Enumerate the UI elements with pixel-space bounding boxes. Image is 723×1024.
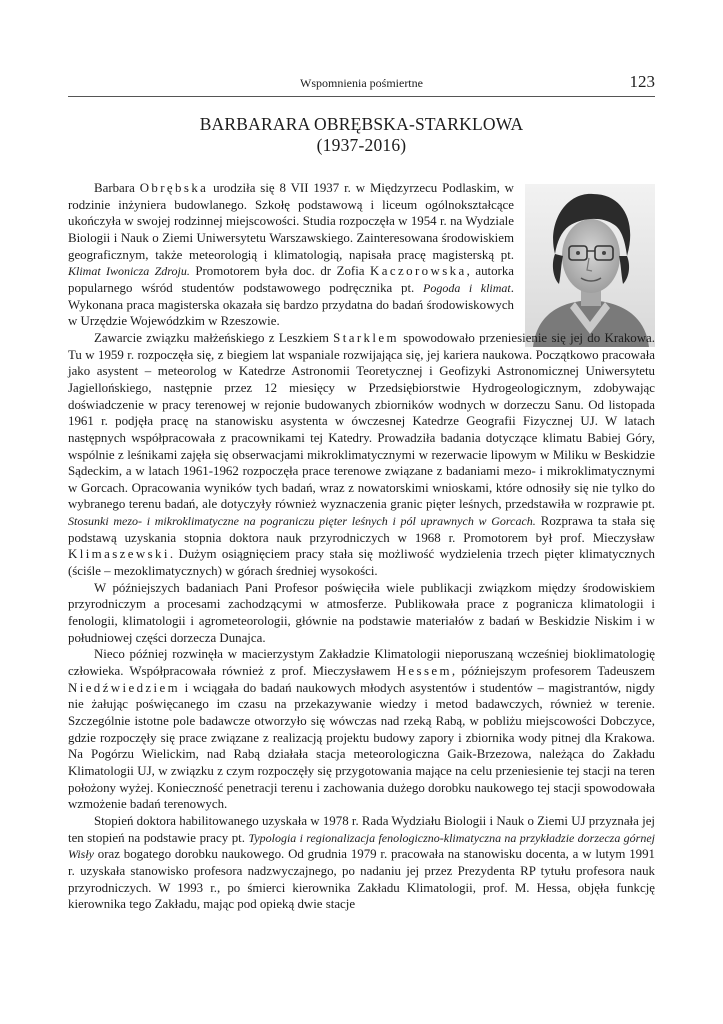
title-years: (1937-2016) [316,135,407,155]
page-header [68,74,655,97]
paragraph-3: W późniejszych badaniach Pani Profesor poświęciła wiele publikacji związkom między środowiskiem przyrodniczym a procesami zachodzącymi w atmosferze. Publikowała prace z pogranicza klimatologii i fenologii, klimatologii i agrometeorologii, głównie na podstawie materiałów z badań w Beskidzie Niskim i w południowej części dorzecza Dunajca. [68,580,655,645]
paragraph-5: Stopień doktora habilitowanego uzyskała w 1978 r. Rada Wydziału Biologii i Nauk o Ziemi UJ przyznała jej ten stopień na podstawie pracy pt. Typologia i regionalizacja fenologiczno-klimatyczna na przykładzie dorzecza górnej Wisły oraz bogatego dorobku naukowego. Od grudnia 1979 r. pracowała na stanowisku docenta, a w lutym 1991 r. uzyskała stanowisko profesora nadzwyczajnego, po nadaniu jej przez Prezydenta RP tytułu profesora nauk przyrodniczych. W 1993 r., po śmierci kierownika Zakładu Klimatologii, prof. M. Hessa, objęła funkcję kierownika tego Zakładu, mając pod opieką dwie stacje [68,813,655,912]
running-head: Wspomnienia pośmiertne [300,76,423,90]
paragraph-4: Nieco później rozwinęła w macierzystym Zakładzie Klimatologii nieporuszaną wcześniej bioklimatologię człowieka. Współpracowała również z prof. Mieczysławem Hessem, późniejszym profesorem Tadeuszem Niedźwiedziem i wciągała do badań naukowych młodych asystentów i studentów – magistrantów, nigdy nie żałując poświęcanego im czasu na przekazywanie wiedzy i metod badawczych, również w terenie. Szczególnie istotne pole badawcze otworzyło się wówczas nad rzeką Rabą, w pobliżu miejscowości Dobczyce, gdzie rozpoczęły się prace związane z realizacją projektu budowy zapory i zbiornika wody pitnej dla Krakowa. Na Pogórzu Wielickim, nad Rabą działała stacja meteorologiczna Gaik-Brzezowa, należąca do Zakładu Klimatologii UJ, w związku z czym rozpoczęły się przygotowania mające na celu przeniesienie tej stacji na teren położony wyżej. Konieczność penetracji terenu i zachowania dużego dorobku naukowego tej stacji spowodowała wzmożenie badań terenowych. [68,647,655,812]
obituary-title [68,114,655,156]
title-name: BARBARARA OBRĘBSKA-STARKLOWA [199,114,524,134]
paragraph-2: Zawarcie związku małżeńskiego z Leszkiem Starklem spowodowało przeniesienie się jej do Krakowa. Tu w 1959 r. rozpoczęła się, z biegiem lat wspaniale rozwijająca się, jej kariera naukowa. Początkowo pracowała jako asystent – meteorolog w Katedrze Astronomii Teoretycznej i Geofizyki Astronomicznej Uniwersytetu Jagiellońskiego, następnie przez 12 miesięcy w Przedsiębiorstwie Hydrogeologicznym, zdobywając doświadczenie w pracy terenowej w rejonie budowanych zbiorników wodnych w dorzeczu Sanu. Od listopada 1961 r. podjęła pracę na stanowisku asystenta w ówczesnej Katedrze Geografii Fizycznej UJ. W latach następnych współpracowała z pracownikami tej Katedry. Prowadziła badania dotyczące klimatu Babiej Góry, wspólnie z leśnikami zajęła się obserwacjami mikroklimatycznymi w rezerwacie lipowym w Miliku w Beskidzie Sądeckim, a w latach 1961-1962 rozpoczęła prace terenowe związane z badaniami mezo- i mikroklimatycznymi w Gorcach. Opracowania wyników tych badań, wraz z nowatorskimi wnioskami, które odnosiły się nie tylko do wybranego terenu badań, ale dotyczyły również wyznaczenia granic pięter leśnych, przedstawiła w rozprawie pt. Stosunki mezo- i mikroklimatyczne na pograniczu pięter leśnych i pól uprawnych w Gorcach. Rozprawa ta stała się podstawą uzyskania stopnia doktora nauk przyrodniczych w 1968 r. Promotorem był prof. Mieczysław Klimaszewski. Dużym osiągnięciem pracy stała się możliwość wydzielenia trzech pięter klimatycznych (ściśle – mezoklimatycznych) w górach średniej wysokości. [68,330,655,579]
obituary-body [68,180,655,913]
paragraph-1: Barbara Obrębska urodziła się 8 VII 1937 r. w Międzyrzecu Podlaskim, w rodzinie inżyniera budowlanego. Szkołę podstawową i liceum ogólnokształcące ukończyła w swojej rodzinnej miejscowości. Studia rozpoczęła w 1954 r. na Wydziale Biologii i Nauk o Ziemi Uniwersytetu Warszawskiego. Zainteresowana środowiskiem geograficznym, także meteorologią i klimatologią, napisała pracę magisterską pt. Klimat Iwonicza Zdroju. Promotorem była doc. dr Zofia Kaczorowska, autorka popularnego wśród studentów podstawowego podręcznika pt. Pogoda i klimat. Wykonana praca magisterska okazała się bardzo przydatna do badań środowiskowych w Urzędzie Wojewódzkim w Rzeszowie. [68,181,514,329]
page-number: 123 [629,72,655,91]
